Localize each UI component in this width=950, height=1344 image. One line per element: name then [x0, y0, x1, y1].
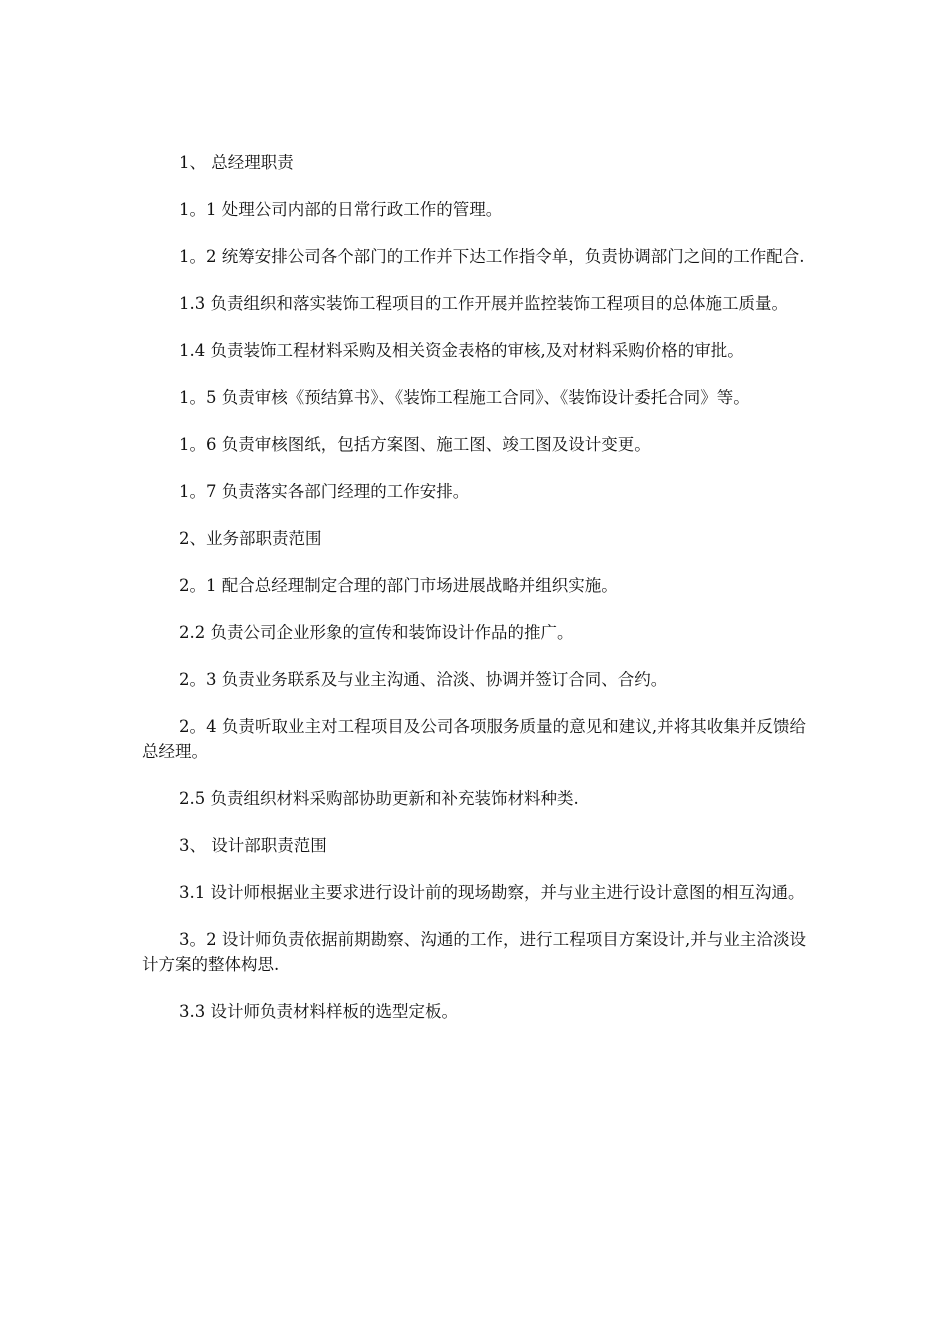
- paragraph-1-3: 1.3 负责组织和落实装饰工程项目的工作开展并监控装饰工程项目的总体施工质量。: [179, 294, 788, 313]
- document-body: [142, 150, 806, 1046]
- paragraph-1-2: 1。2 统筹安排公司各个部门的工作并下达工作指令单，负责协调部门之间的工作配合.: [179, 247, 805, 266]
- section-heading-business-dept: 2、业务部职责范围: [179, 529, 322, 548]
- paragraph-1-1: 1。1 处理公司内部的日常行政工作的管理。: [179, 200, 503, 219]
- paragraph-3-2: 3。2 设计师负责依据前期勘察、沟通的工作，进行工程项目方案设计,并与业主洽淡设计方案的整体构思.: [142, 930, 806, 974]
- paragraph-1-5: 1。5 负责审核《预结算书》、《装饰工程施工合同》、《装饰设计委托合同》等。: [179, 388, 750, 407]
- paragraph-2-3: 2。3 负责业务联系及与业主沟通、洽淡、协调并签订合同、合约。: [179, 670, 668, 689]
- paragraph-1-6: 1。6 负责审核图纸，包括方案图、施工图、竣工图及设计变更。: [179, 435, 651, 454]
- paragraph-2-1: 2。1 配合总经理制定合理的部门市场进展战略并组织实施。: [179, 576, 618, 595]
- paragraph-1-4: 1.4 负责装饰工程材料采购及相关资金表格的审核,及对材料采购价格的审批。: [179, 341, 744, 360]
- paragraph-2-4: 2。4 负责听取业主对工程项目及公司各项服务质量的意见和建议,并将其收集并反馈给总经理。: [142, 717, 806, 761]
- section-heading-design-dept: 3、 设计部职责范围: [179, 836, 327, 855]
- paragraph-3-1: 3.1 设计师根据业主要求进行设计前的现场勘察，并与业主进行设计意图的相互沟通。: [179, 883, 805, 902]
- paragraph-3-3: 3.3 设计师负责材料样板的选型定板。: [179, 1002, 458, 1021]
- paragraph-1-7: 1。7 负责落实各部门经理的工作安排。: [179, 482, 470, 501]
- section-heading-general-manager: 1、 总经理职责: [179, 153, 294, 172]
- paragraph-2-5: 2.5 负责组织材料采购部协助更新和补充装饰材料种类.: [179, 789, 579, 808]
- paragraph-2-2: 2.2 负责公司企业形象的宣传和装饰设计作品的推广。: [179, 623, 574, 642]
